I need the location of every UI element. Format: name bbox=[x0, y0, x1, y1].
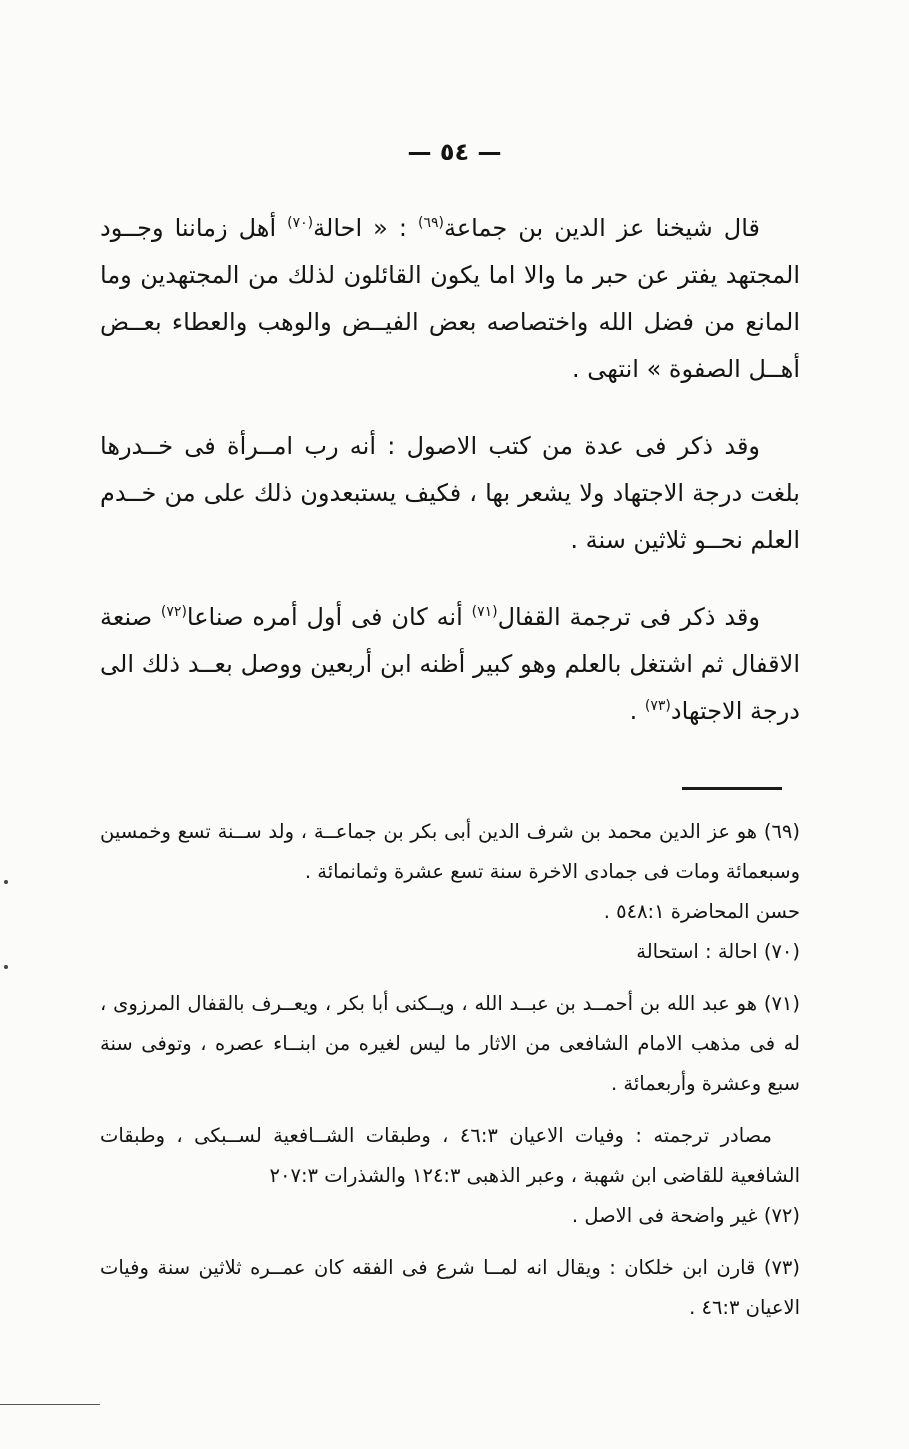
footnote-69: (٦٩) هو عز الدين محمد بن شرف الدين أبى بكر بن جماعــة ، ولد ســنة تسع وخمسين وسبعمائة ومات فى جمادى الاخرة سنة تسع عشرة وثمانمائة . bbox=[100, 820, 800, 883]
footnote-ref-71: (٧١) bbox=[471, 604, 498, 620]
page-number: — ٥٤ — bbox=[407, 138, 502, 166]
footnote-72: (٧٢) غير واضحة فى الاصل . bbox=[571, 1204, 800, 1227]
footnote-71: (٧١) هو عبد الله بن أحمــد بن عبــد الله ، ويــكنى أبا بكر ، ويعــرف بالقفال المرزوى ، له فى مذهب الامام الشافعى من الاثار ما ليس لغيره من ابنــاء عصره ، وتوفى سنة سبع وعشرة وأربعمائة . bbox=[100, 992, 800, 1095]
paragraph-3-rest: صنعة الاقفال ثم اشتغل بالعلم وهو كبير أظنه ابن أربعين ووصل بعــد ذلك الى درجة الاجتهاد bbox=[100, 603, 800, 725]
footnote-ref-73: (٧٣) bbox=[644, 698, 671, 714]
paragraph-1 bbox=[100, 205, 800, 393]
main-text bbox=[100, 205, 800, 735]
paragraph-1-mid: : « احالة bbox=[313, 214, 418, 242]
paragraph-3 bbox=[100, 594, 800, 735]
scan-speck bbox=[4, 965, 8, 969]
footnote-71-sources: مصادر ترجمته : وفيات الاعيان ٤٦:٣ ، وطبقات الشــافعية لســبكى ، وطبقات الشافعية للقاضى ابن شهبة ، وعبر الذهبى ١٢٤:٣ والشذرات ٢٠٧:٣ bbox=[100, 1124, 800, 1187]
footnote-73: (٧٣) قارن ابن خلكان : ويقال انه لمــا شرع فى الفقه كان عمــره ثلاثين سنة وفيات الاعيان ٤٦:٣ . bbox=[100, 1256, 800, 1319]
footnote-69-source: حسن المحاضرة ٥٤٨:١ . bbox=[603, 900, 800, 923]
paragraph-3-end: . bbox=[629, 697, 645, 725]
paragraph-1-rest: أهل زماننا وجــود المجتهد يفتر عن حبر ما والا اما يكون القائلون لذلك من المجتهدين وما المانع من فضل الله واختصاصه بعض الفيــض والوهب والعطاء بعــض أهــل الصفوة » انتهى . bbox=[100, 214, 800, 383]
footnotes bbox=[100, 812, 800, 1328]
footnote-ref-72: (٧٢) bbox=[160, 604, 187, 620]
paragraph-1-start: قال شيخنا عز الدين بن جماعة bbox=[443, 214, 761, 242]
paragraph-3-mid: أنه كان فى أول أمره صناعا bbox=[186, 603, 472, 631]
paragraph-2: وقد ذكر فى عدة من كتب الاصول : أنه رب امــرأة فى خــدرها بلغت درجة الاجتهاد ولا يشعر بها ، فكيف يستبعدون ذلك على من خــدم العلم نحــو ثلاثين سنة . bbox=[100, 432, 800, 554]
footnote-70: (٧٠) احالة : استحالة bbox=[636, 940, 800, 963]
footnote-ref-70: (٧٠) bbox=[287, 215, 314, 231]
paragraph-3-start: وقد ذكر فى ترجمة القفال bbox=[497, 603, 760, 631]
footnote-separator bbox=[682, 787, 782, 790]
scan-speck bbox=[4, 880, 8, 884]
scan-margin-line bbox=[0, 1404, 100, 1405]
footnote-ref-69: (٦٩) bbox=[418, 215, 444, 231]
